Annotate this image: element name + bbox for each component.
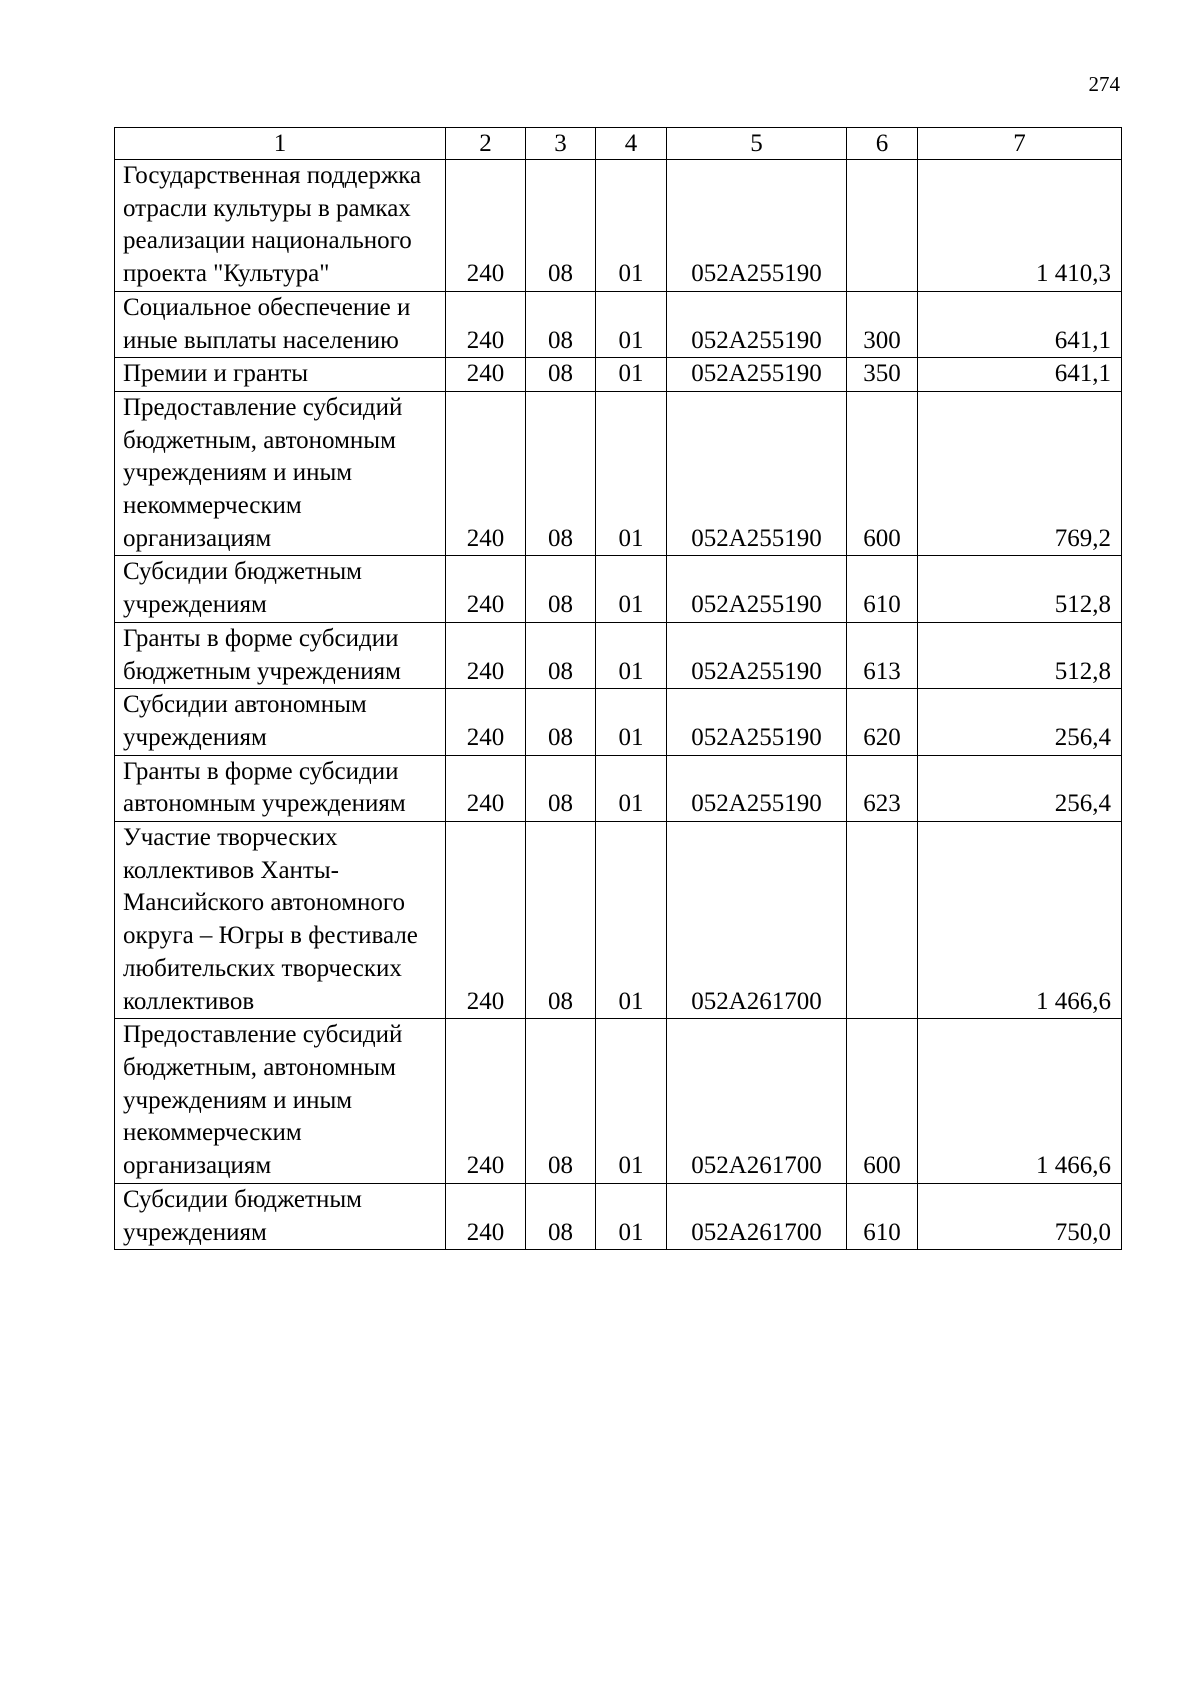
cell-subsection: 01 <box>596 1183 667 1249</box>
column-header: 4 <box>596 128 667 160</box>
cell-code: 240 <box>446 1019 526 1184</box>
cell-expense-type <box>847 160 918 292</box>
cell-target-article: 052A255190 <box>667 556 847 622</box>
column-header: 6 <box>847 128 918 160</box>
cell-amount: 1 410,3 <box>918 160 1122 292</box>
table-row <box>115 291 1122 357</box>
table-row <box>115 1183 1122 1249</box>
cell-target-article: 052A255190 <box>667 291 847 357</box>
cell-code: 240 <box>446 556 526 622</box>
cell-subsection: 01 <box>596 160 667 292</box>
row-name: Премии и гранты <box>115 358 446 392</box>
cell-target-article: 052A255190 <box>667 622 847 688</box>
row-name: Предоставление субсидий бюджетным, автономным учреждениям и иным некоммерческим организациям <box>115 391 446 556</box>
table-row <box>115 160 1122 292</box>
cell-section: 08 <box>526 556 596 622</box>
cell-code: 240 <box>446 689 526 755</box>
column-header: 2 <box>446 128 526 160</box>
row-name: Предоставление субсидий бюджетным, автономным учреждениям и иным некоммерческим организациям <box>115 1019 446 1184</box>
cell-section: 08 <box>526 822 596 1019</box>
table-header-row <box>115 128 1122 160</box>
cell-amount: 256,4 <box>918 755 1122 821</box>
column-header: 3 <box>526 128 596 160</box>
cell-code: 240 <box>446 622 526 688</box>
table-row <box>115 1019 1122 1184</box>
cell-amount: 641,1 <box>918 291 1122 357</box>
cell-amount: 769,2 <box>918 391 1122 556</box>
cell-expense-type: 610 <box>847 1183 918 1249</box>
cell-code: 240 <box>446 160 526 292</box>
cell-target-article: 052A255190 <box>667 358 847 392</box>
row-name: Государственная поддержка отрасли культуры в рамках реализации национального проекта "Культура" <box>115 160 446 292</box>
row-name: Субсидии автономным учреждениям <box>115 689 446 755</box>
row-name: Гранты в форме субсидии автономным учреждениям <box>115 755 446 821</box>
cell-subsection: 01 <box>596 391 667 556</box>
cell-expense-type: 600 <box>847 391 918 556</box>
cell-subsection: 01 <box>596 1019 667 1184</box>
cell-target-article: 052A261700 <box>667 1019 847 1184</box>
cell-target-article: 052A255190 <box>667 160 847 292</box>
cell-code: 240 <box>446 391 526 556</box>
cell-expense-type: 600 <box>847 1019 918 1184</box>
cell-target-article: 052A261700 <box>667 1183 847 1249</box>
cell-subsection: 01 <box>596 689 667 755</box>
row-name: Социальное обеспечение и иные выплаты населению <box>115 291 446 357</box>
cell-amount: 1 466,6 <box>918 822 1122 1019</box>
cell-section: 08 <box>526 1183 596 1249</box>
budget-table <box>114 127 1122 1250</box>
row-name: Субсидии бюджетным учреждениям <box>115 556 446 622</box>
cell-section: 08 <box>526 1019 596 1184</box>
cell-subsection: 01 <box>596 755 667 821</box>
cell-code: 240 <box>446 358 526 392</box>
table-row <box>115 755 1122 821</box>
cell-target-article: 052A255190 <box>667 755 847 821</box>
cell-section: 08 <box>526 689 596 755</box>
cell-target-article: 052A261700 <box>667 822 847 1019</box>
cell-subsection: 01 <box>596 822 667 1019</box>
column-header: 7 <box>918 128 1122 160</box>
cell-code: 240 <box>446 291 526 357</box>
cell-amount: 256,4 <box>918 689 1122 755</box>
row-name: Гранты в форме субсидии бюджетным учреждениям <box>115 622 446 688</box>
cell-expense-type: 623 <box>847 755 918 821</box>
table-row <box>115 622 1122 688</box>
cell-section: 08 <box>526 391 596 556</box>
cell-target-article: 052A255190 <box>667 689 847 755</box>
table-row <box>115 391 1122 556</box>
cell-expense-type: 613 <box>847 622 918 688</box>
cell-amount: 641,1 <box>918 358 1122 392</box>
cell-section: 08 <box>526 622 596 688</box>
column-header: 5 <box>667 128 847 160</box>
cell-subsection: 01 <box>596 556 667 622</box>
page-number: 274 <box>1088 72 1120 96</box>
cell-subsection: 01 <box>596 622 667 688</box>
row-name: Субсидии бюджетным учреждениям <box>115 1183 446 1249</box>
cell-subsection: 01 <box>596 358 667 392</box>
cell-code: 240 <box>446 1183 526 1249</box>
cell-expense-type: 610 <box>847 556 918 622</box>
cell-section: 08 <box>526 755 596 821</box>
cell-expense-type <box>847 822 918 1019</box>
cell-code: 240 <box>446 755 526 821</box>
table-row <box>115 556 1122 622</box>
cell-section: 08 <box>526 160 596 292</box>
row-name: Участие творческих коллективов Ханты-Мансийского автономного округа – Югры в фестивале любительских творческих коллективов <box>115 822 446 1019</box>
column-header: 1 <box>115 128 446 160</box>
cell-expense-type: 620 <box>847 689 918 755</box>
cell-amount: 512,8 <box>918 622 1122 688</box>
cell-expense-type: 300 <box>847 291 918 357</box>
cell-amount: 512,8 <box>918 556 1122 622</box>
cell-section: 08 <box>526 358 596 392</box>
cell-expense-type: 350 <box>847 358 918 392</box>
cell-subsection: 01 <box>596 291 667 357</box>
table-row <box>115 689 1122 755</box>
cell-target-article: 052A255190 <box>667 391 847 556</box>
table-row <box>115 822 1122 1019</box>
table-row <box>115 358 1122 392</box>
cell-amount: 1 466,6 <box>918 1019 1122 1184</box>
cell-section: 08 <box>526 291 596 357</box>
cell-amount: 750,0 <box>918 1183 1122 1249</box>
cell-code: 240 <box>446 822 526 1019</box>
